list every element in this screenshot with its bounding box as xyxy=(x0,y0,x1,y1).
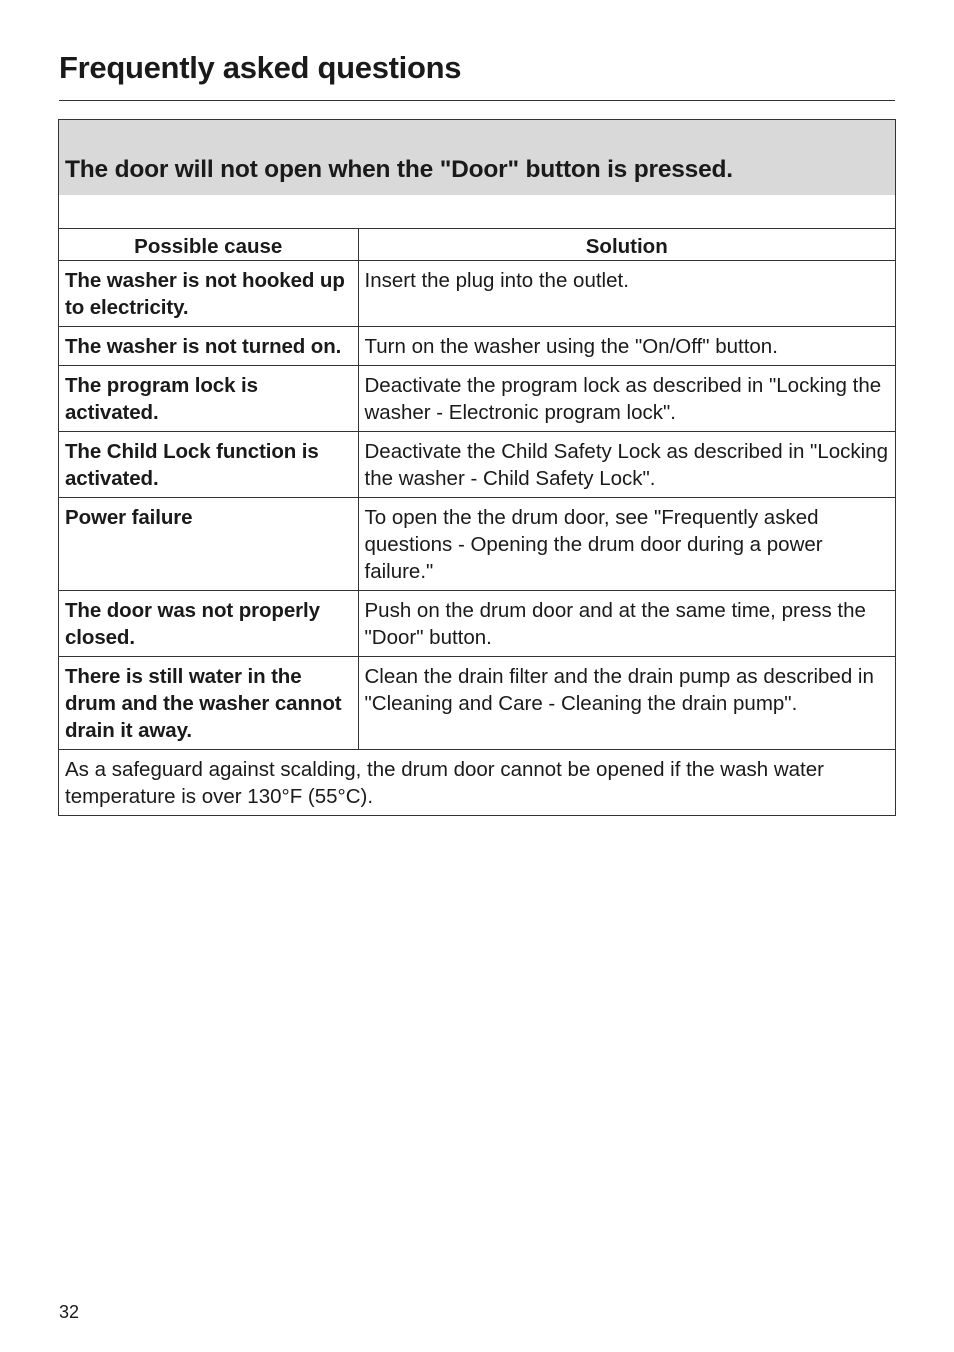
column-header-solution: Solution xyxy=(358,229,895,261)
solution-cell: Insert the plug into the outlet. xyxy=(358,261,895,327)
question-header xyxy=(59,120,895,195)
table-row xyxy=(59,657,895,750)
table-row xyxy=(59,366,895,432)
solution-cell: Clean the drain filter and the drain pump as described in "Cleaning and Care - Cleaning the drain pump". xyxy=(358,657,895,750)
solution-cell: To open the the drum door, see "Frequently asked questions - Opening the drum door during a power failure." xyxy=(358,498,895,591)
table-header-row xyxy=(59,229,895,261)
page-title: Frequently asked questions xyxy=(59,50,462,85)
solution-cell: Deactivate the Child Safety Lock as described in "Locking the washer - Child Safety Lock". xyxy=(358,432,895,498)
solution-cell: Push on the drum door and at the same time, press the "Door" button. xyxy=(358,591,895,657)
cause-cell: The door was not properly closed. xyxy=(59,591,358,657)
cause-cell: The Child Lock function is activated. xyxy=(59,432,358,498)
scalding-note: As a safeguard against scalding, the drum door cannot be opened if the wash water temperature is over 130°F (55°C). xyxy=(59,750,895,816)
cause-solution-table xyxy=(59,229,895,815)
column-header-cause: Possible cause xyxy=(59,229,358,261)
table-row xyxy=(59,591,895,657)
cause-cell: Power failure xyxy=(59,498,358,591)
title-divider xyxy=(59,100,895,101)
cause-cell: The washer is not turned on. xyxy=(59,327,358,366)
question-heading: The door will not open when the "Door" button is pressed. xyxy=(65,156,733,183)
question-spacer xyxy=(59,195,895,229)
solution-cell: Turn on the washer using the "On/Off" button. xyxy=(358,327,895,366)
cause-cell: The washer is not hooked up to electricity. xyxy=(59,261,358,327)
table-row xyxy=(59,327,895,366)
cause-cell: There is still water in the drum and the washer cannot drain it away. xyxy=(59,657,358,750)
note-row xyxy=(59,750,895,816)
table-row xyxy=(59,432,895,498)
faq-box xyxy=(58,119,896,816)
solution-cell: Deactivate the program lock as described in "Locking the washer - Electronic program lock". xyxy=(358,366,895,432)
page-number: 32 xyxy=(59,1302,80,1322)
cause-cell: The program lock is activated. xyxy=(59,366,358,432)
table-row xyxy=(59,498,895,591)
table-row xyxy=(59,261,895,327)
